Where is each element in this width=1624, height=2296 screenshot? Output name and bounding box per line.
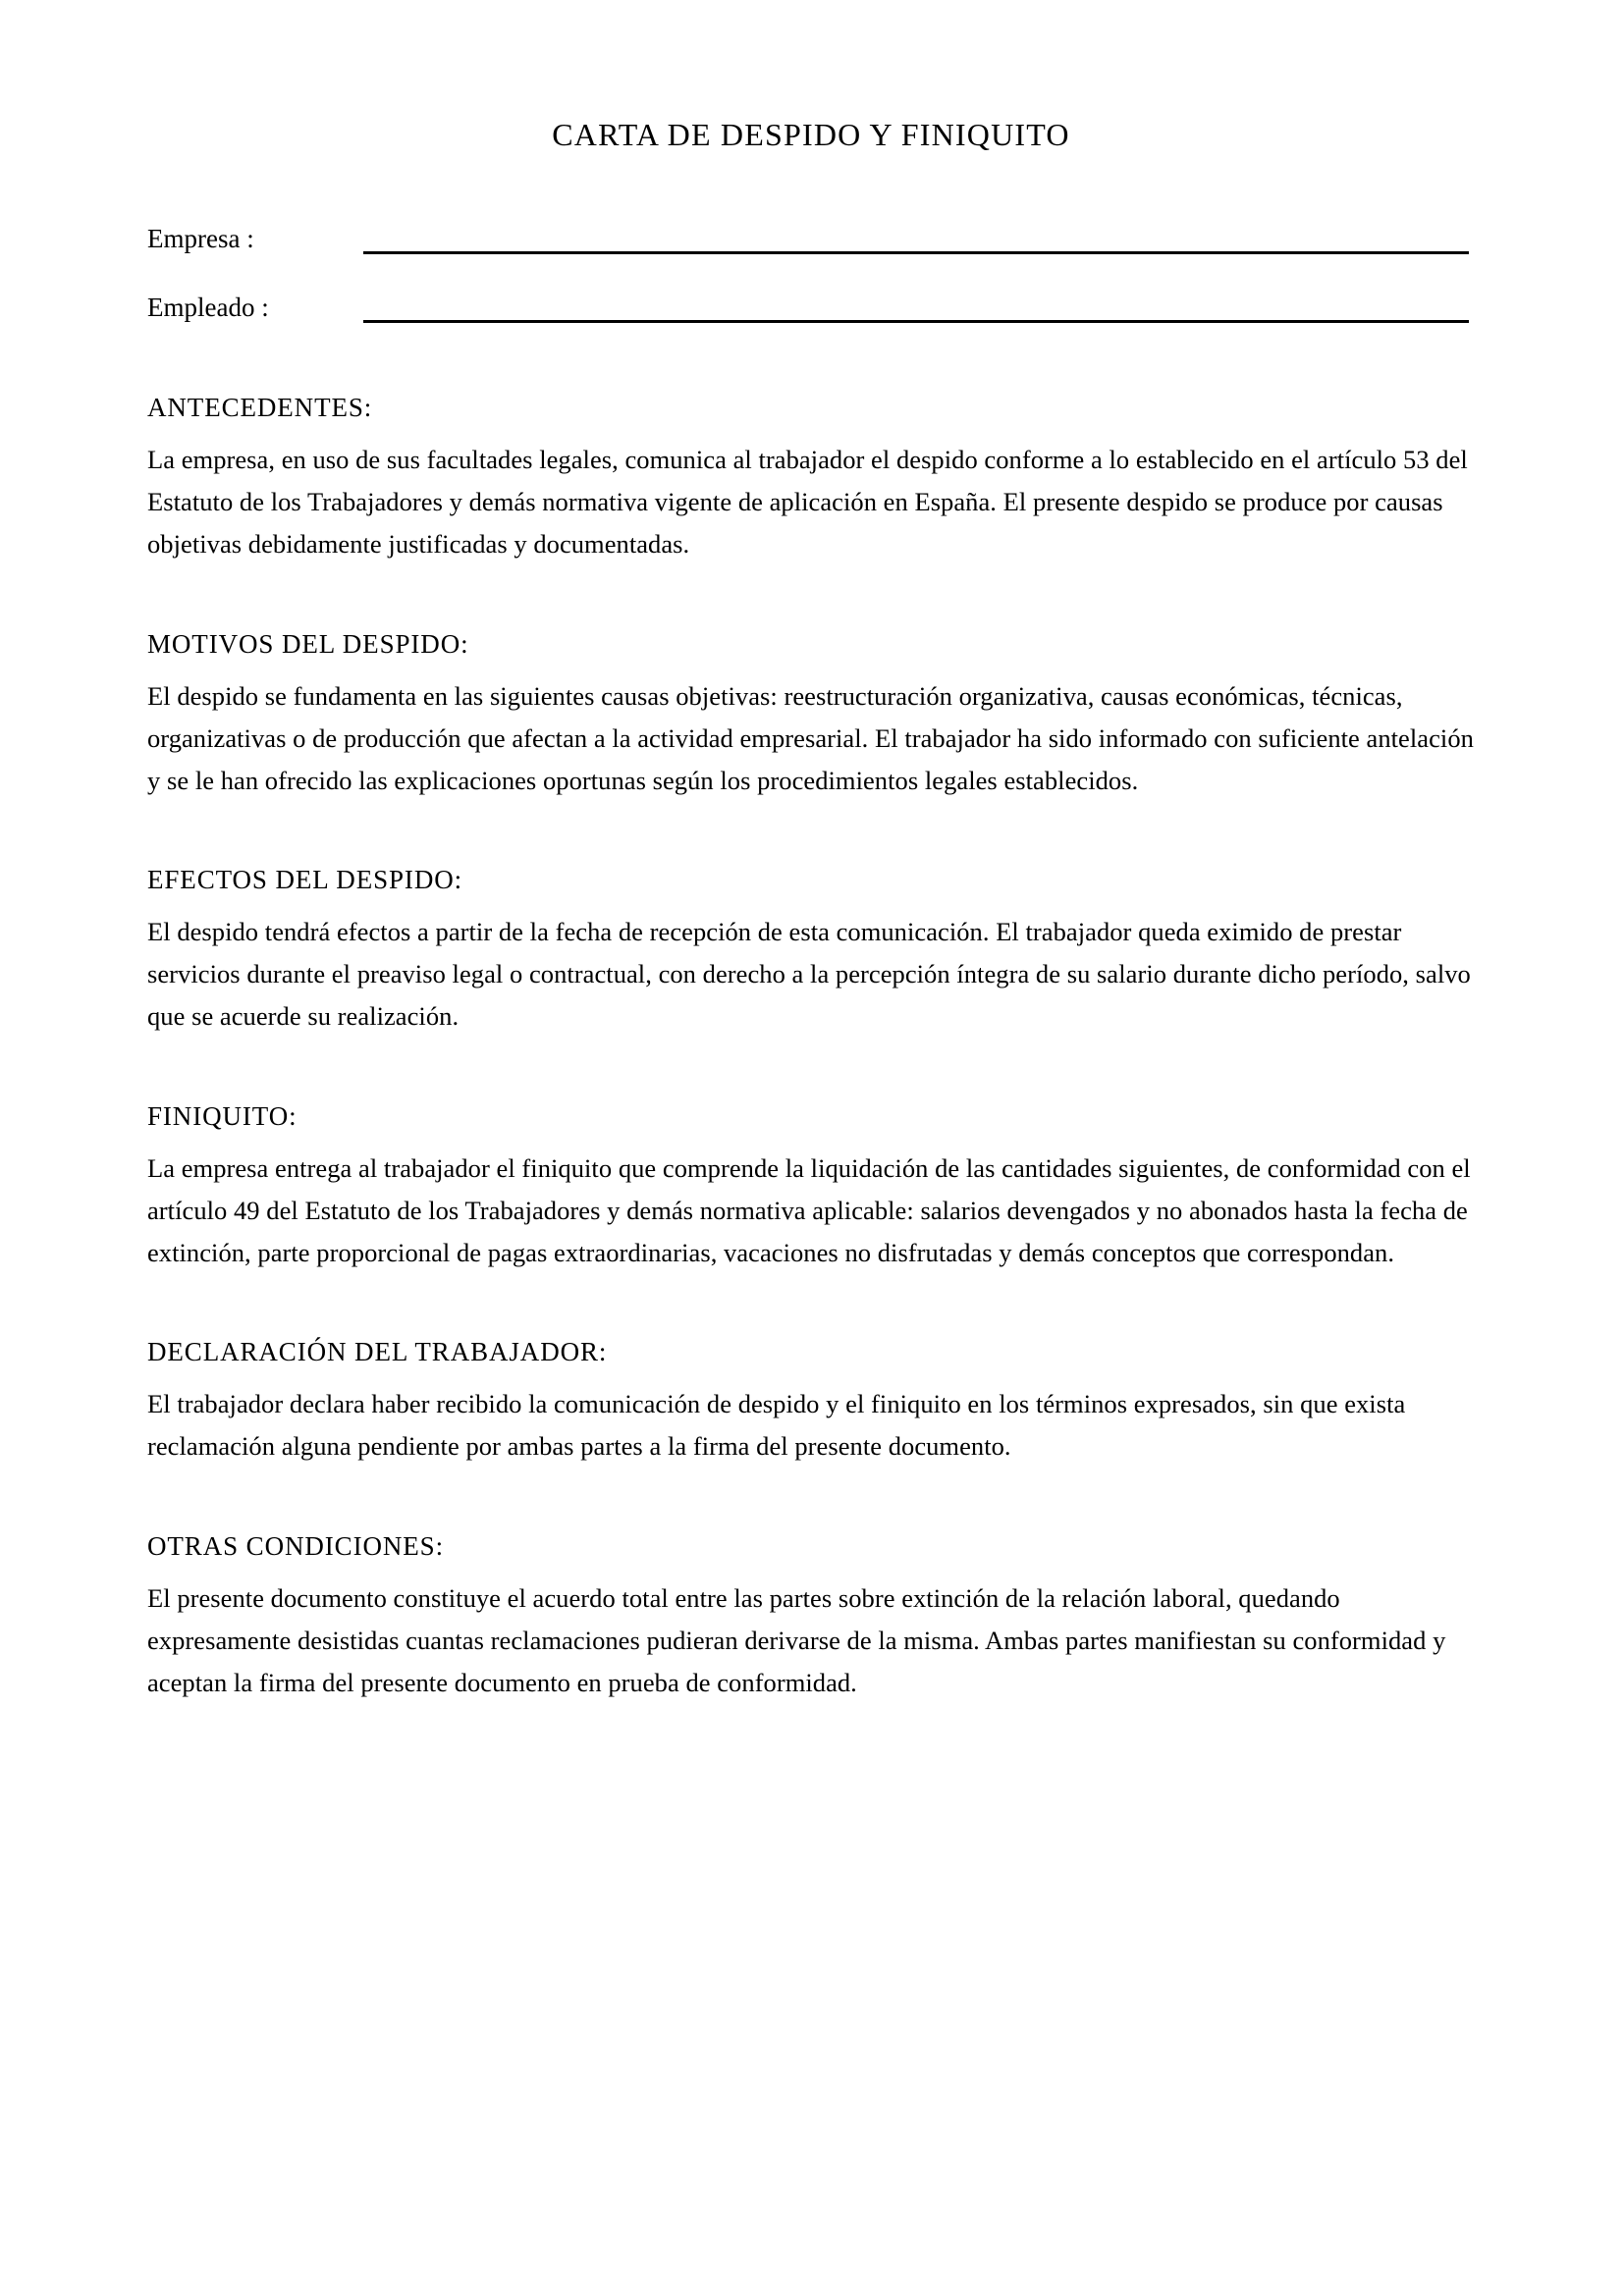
section-heading-declaracion-del-trabajador: DECLARACIÓN DEL TRABAJADOR: xyxy=(147,1337,608,1367)
section-body-motivos-del-despido: El despido se fundamenta en las siguientes causas objetivas: reestructuración organizativa, causas económicas, técnicas, organizativas o de producción que afectan a la actividad empresarial. El trabajador ha sido informado con suficiente antelación y se le han ofrecido las explicaciones oportunas según los procedimientos legales establecidos. xyxy=(147,680,1474,795)
section-heading-motivos-del-despido: MOTIVOS DEL DESPIDO: xyxy=(147,628,469,659)
section-heading-antecedentes: ANTECEDENTES: xyxy=(147,393,373,423)
section-body-declaracion-del-trabajador: El trabajador declara haber recibido la comunicación de despido y el finiquito en los términos expresados, sin que exista reclamación alguna pendiente por ambas partes a la firma del presente documento. xyxy=(147,1389,1406,1462)
document-content xyxy=(147,0,1475,1704)
section-heading-finiquito: FINIQUITO: xyxy=(147,1100,298,1131)
empresa-label: Empresa : xyxy=(147,224,254,254)
section-finiquito xyxy=(147,1100,1475,1274)
section-heading-efectos-del-despido: EFECTOS DEL DESPIDO: xyxy=(147,865,463,895)
field-row-empleado xyxy=(147,276,1475,329)
empleado-fill-line[interactable] xyxy=(363,320,1469,323)
section-efectos-del-despido xyxy=(147,864,1475,1038)
party-fields xyxy=(147,207,1475,329)
section-heading-otras-condiciones: OTRAS CONDICIONES: xyxy=(147,1531,444,1562)
section-antecedentes xyxy=(147,392,1475,565)
section-body-otras-condiciones: El presente documento constituye el acuerdo total entre las partes sobre extinción de la relación laboral, quedando expresamente desistidas cuantas reclamaciones pudieran derivarse de la misma. Ambas partes manifiestan su conformidad y aceptan la firma del presente documento en prueba de conformidad. xyxy=(147,1582,1446,1697)
section-otras-condiciones xyxy=(147,1530,1475,1704)
empresa-fill-line[interactable] xyxy=(363,251,1469,254)
section-body-finiquito: La empresa entrega al trabajador el finiquito que comprende la liquidación de las cantidades siguientes, de conformidad con el artículo 49 del Estatuto de los Trabajadores y demás normativa aplicable: salarios devengados y no abonados hasta la fecha de extinción, parte proporcional de pagas extraordinarias, vacaciones no disfrutadas y demás conceptos que correspondan. xyxy=(147,1152,1471,1267)
field-row-empresa xyxy=(147,207,1475,260)
section-body-efectos-del-despido: El despido tendrá efectos a partir de la fecha de recepción de esta comunicación. El trabajador queda eximido de prestar servicios durante el preaviso legal o contractual, con derecho a la percepción íntegra de su salario durante dicho período, salvo que se acuerde su realización. xyxy=(147,917,1471,1032)
section-motivos-del-despido xyxy=(147,628,1475,802)
empleado-label: Empleado : xyxy=(147,293,269,323)
section-declaracion-del-trabajador xyxy=(147,1336,1475,1468)
section-body-antecedentes: La empresa, en uso de sus facultades legales, comunica al trabajador el despido conforme a lo establecido en el artículo 53 del Estatuto de los Trabajadores y demás normativa vigente de aplicación en España. El presente despido se produce por causas objetivas debidamente justificadas y documentadas. xyxy=(147,445,1468,559)
page-title: CARTA DE DESPIDO Y FINIQUITO xyxy=(552,117,1070,152)
